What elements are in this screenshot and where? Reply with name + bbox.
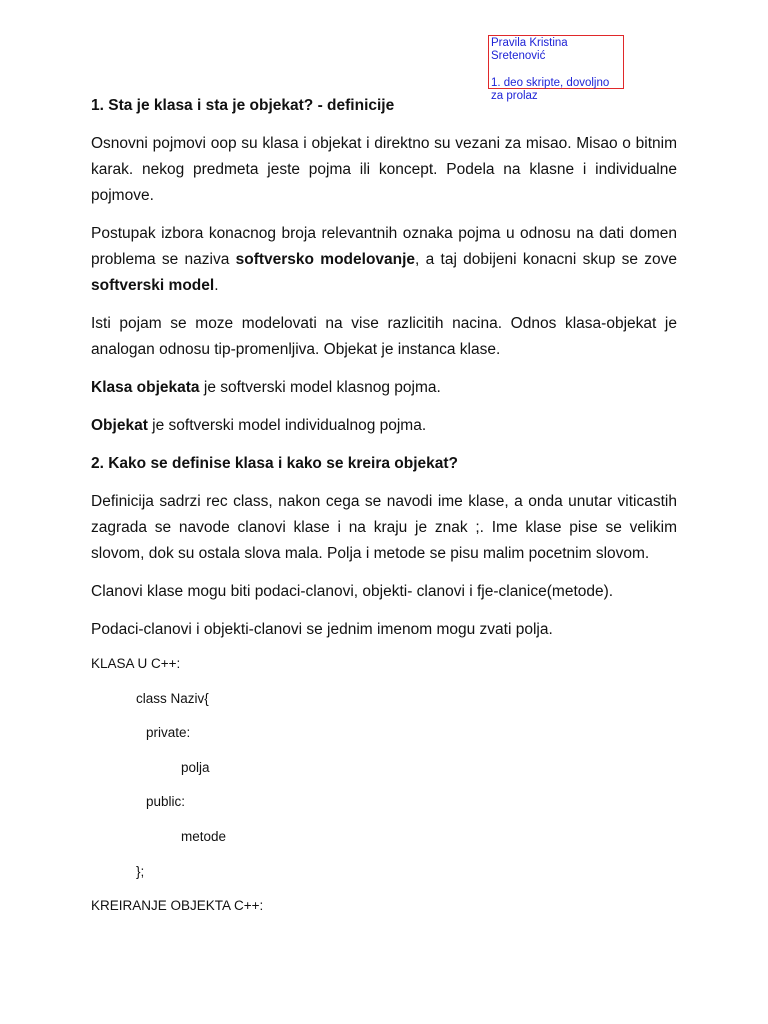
text-run: . — [214, 277, 219, 294]
text-run: , a taj dobijeni konacni skup se zove — [415, 251, 677, 268]
code-line: private: — [146, 725, 191, 741]
section2-paragraph-3: Podaci-clanovi i objekti-clanovi se jednim imenom mogu zvati polja. — [91, 621, 553, 638]
bold-term-softversko-modelovanje: softversko modelovanje — [235, 251, 416, 268]
bold-term-softverski-model: softverski model — [91, 277, 215, 294]
code-line: polja — [181, 759, 210, 775]
annotation-author: Pravila Kristina Sretenović — [491, 37, 568, 62]
section2-paragraph-1: Definicija sadrzi rec class, nakon cega se navodi ime klase, a onda unutar viticastih zagrada se navode clanovi klase i na kraju je znak ;. Ime klase pise se velikim slovom, dok su ostala slova mala. Polja i metode se pisu malim pocetnim slovom. — [91, 493, 677, 562]
bold-term-objekat: Objekat — [91, 417, 148, 434]
text-run: je softverski model individualnog pojma. — [147, 417, 427, 434]
section1-heading: 1. Sta je klasa i sta je objekat? - definicije — [91, 97, 395, 114]
document-body — [91, 93, 677, 932]
code-line: metode — [181, 828, 227, 844]
text-run: je softverski model klasnog pojma. — [199, 379, 441, 396]
code-line: class Naziv{ — [136, 690, 209, 706]
section1-paragraph-2 — [91, 221, 677, 299]
annotation-box — [488, 35, 624, 102]
section2-paragraph-2: Clanovi klase mogu biti podaci-clanovi, objekti- clanovi i fje-clanice(metode). — [91, 583, 614, 600]
code-title: KLASA U C++: — [91, 656, 181, 671]
section2-heading: 2. Kako se definise klasa i kako se kreira objekat? — [91, 455, 459, 472]
code-block — [91, 655, 677, 915]
section1-paragraph-3: Isti pojam se moze modelovati na vise razlicitih nacina. Odnos klasa-objekat je analogan odnosu tip-promenljiva. Objekat je instanca klase. — [91, 315, 677, 358]
code-line: }; — [136, 863, 145, 879]
bold-term-klasa-objekata: Klasa objekata — [91, 379, 200, 396]
text-run: Postupak izbora konacnog broja relevantnih oznaka pojma u odnosu na dati domen problema se naziva — [91, 225, 677, 268]
section1-paragraph-1: Osnovni pojmovi oop su klasa i objekat i direktno su vezani za misao. Misao o bitnim karak. nekog predmeta jeste pojma ili koncept. Podela na klasne i individualne pojmove. — [91, 135, 677, 204]
section1-paragraph-5 — [91, 413, 677, 439]
code-footer: KREIRANJE OBJEKTA C++: — [91, 898, 264, 914]
section1-paragraph-4 — [91, 375, 677, 401]
annotation-comment: 1. deo skripte, dovoljno za prolaz — [491, 77, 610, 102]
code-line: public: — [146, 794, 186, 810]
